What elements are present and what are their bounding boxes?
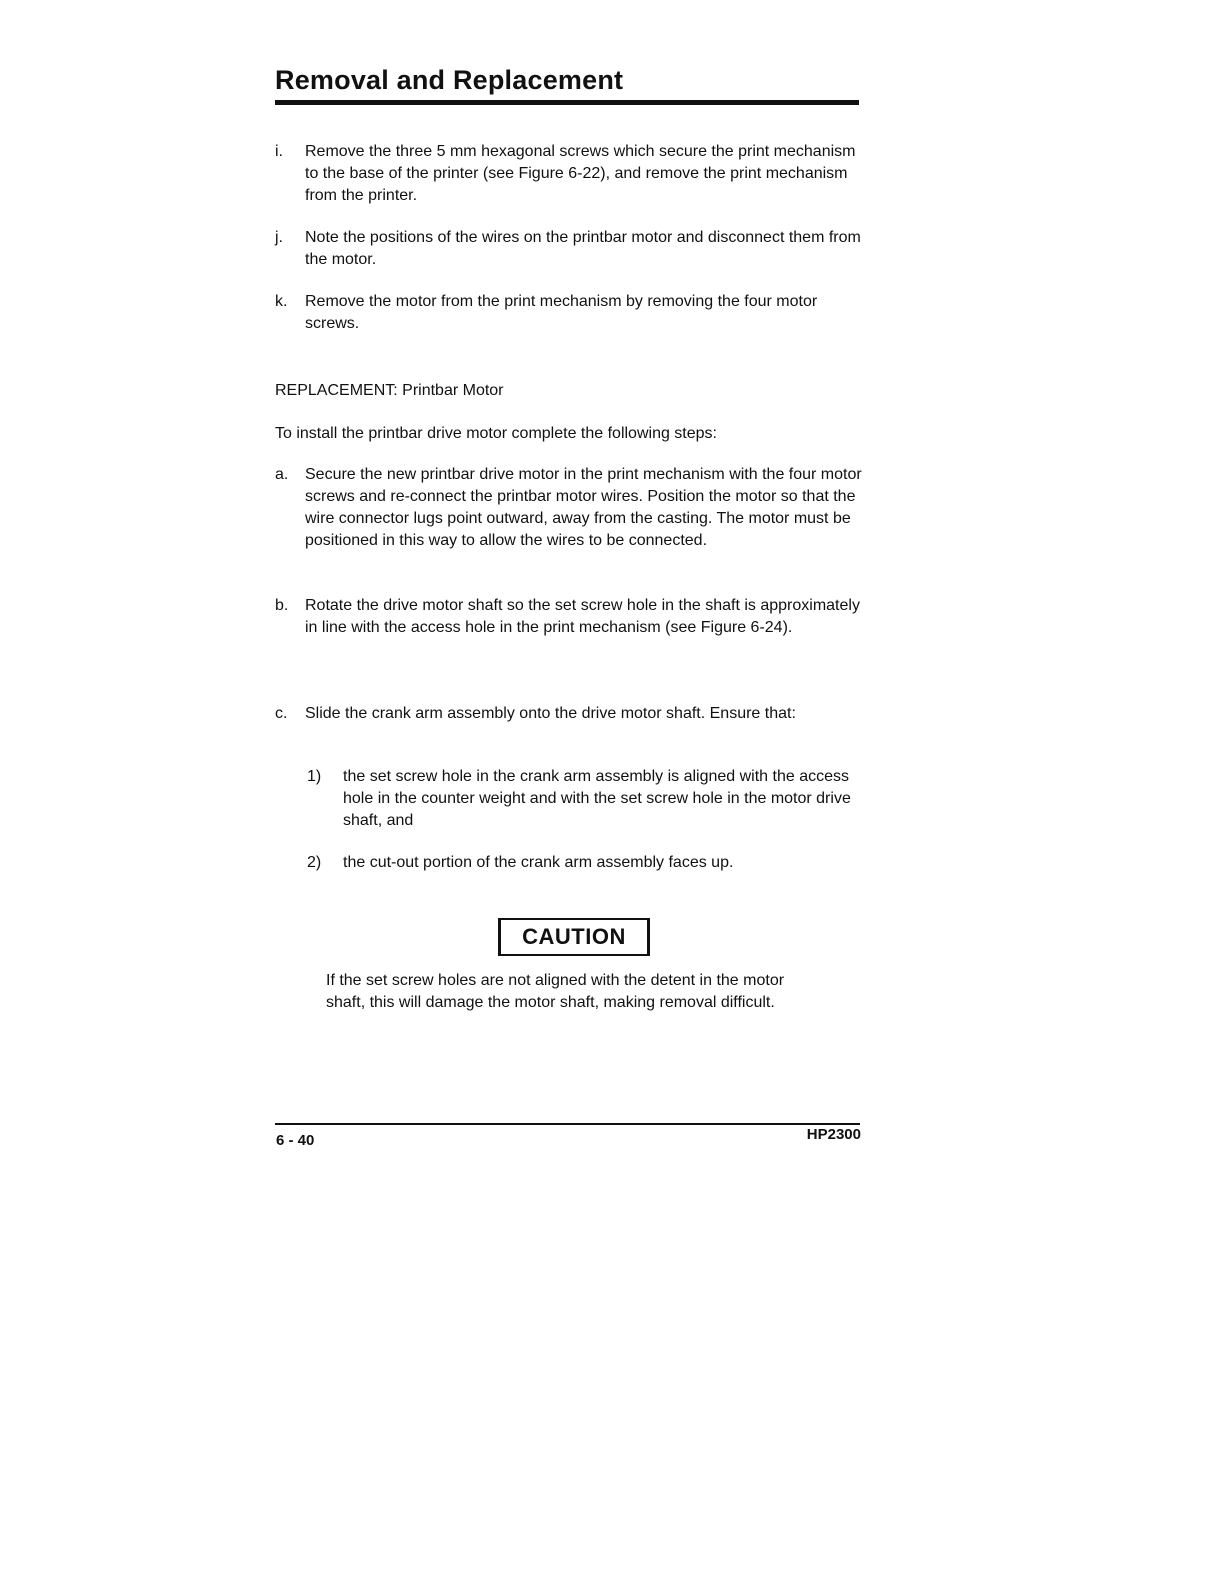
step-marker: k.: [275, 293, 288, 310]
step-marker: i.: [275, 143, 283, 160]
step-text: Remove the motor from the print mechanism by removing the four motor screws.: [305, 293, 818, 332]
page-number: 6 - 40: [276, 1132, 315, 1149]
step-marker: b.: [275, 597, 289, 614]
step-text: Remove the three 5 mm hexagonal screws which secure the print mechanism to the base of the printer (see Figure 6-22), and remove the print mechanism from the printer.: [305, 143, 856, 204]
step-a: [275, 464, 865, 552]
substep-1: [307, 766, 867, 832]
step-text: Slide the crank arm assembly onto the drive motor shaft. Ensure that:: [305, 705, 796, 722]
page-title: Removal and Replacement: [275, 65, 624, 95]
caution-label: CAUTION: [498, 918, 650, 956]
replacement-heading: REPLACEMENT: Printbar Motor: [275, 382, 504, 399]
product-name: HP2300: [806, 1126, 861, 1143]
step-c: [275, 703, 865, 725]
footer-rule: [275, 1123, 860, 1125]
step-j: [275, 227, 865, 271]
step-text: Rotate the drive motor shaft so the set screw hole in the shaft is approximately in line with the access hole in the print mechanism (see Figure 6-24).: [305, 597, 860, 636]
replacement-intro: To install the printbar drive motor complete the following steps:: [275, 425, 717, 442]
title-rule: [275, 100, 859, 105]
step-text: Note the positions of the wires on the printbar motor and disconnect them from the motor.: [305, 229, 861, 268]
step-marker: j.: [275, 229, 283, 246]
caution-text: If the set screw holes are not aligned with the detent in the motor shaft, this will damage the motor shaft, making removal difficult.: [326, 972, 785, 1011]
step-marker: c.: [275, 705, 288, 722]
step-marker: a.: [275, 466, 289, 483]
substep-2: [307, 852, 867, 874]
substep-marker: 1): [307, 768, 322, 785]
substep-text: the set screw hole in the crank arm assembly is aligned with the access hole in the counter weight and with the set screw hole in the motor drive shaft, and: [343, 768, 851, 829]
step-b: [275, 595, 865, 639]
step-text: Secure the new printbar drive motor in the print mechanism with the four motor screws and re-connect the printbar motor wires. Position the motor so that the wire connector lugs point outward, away from the casting. The motor must be positioned in this way to allow the wires to be connected.: [305, 466, 862, 549]
substep-marker: 2): [307, 854, 322, 871]
step-i: [275, 141, 865, 207]
substep-text: the cut-out portion of the crank arm assembly faces up.: [343, 854, 734, 871]
step-k: [275, 291, 865, 335]
